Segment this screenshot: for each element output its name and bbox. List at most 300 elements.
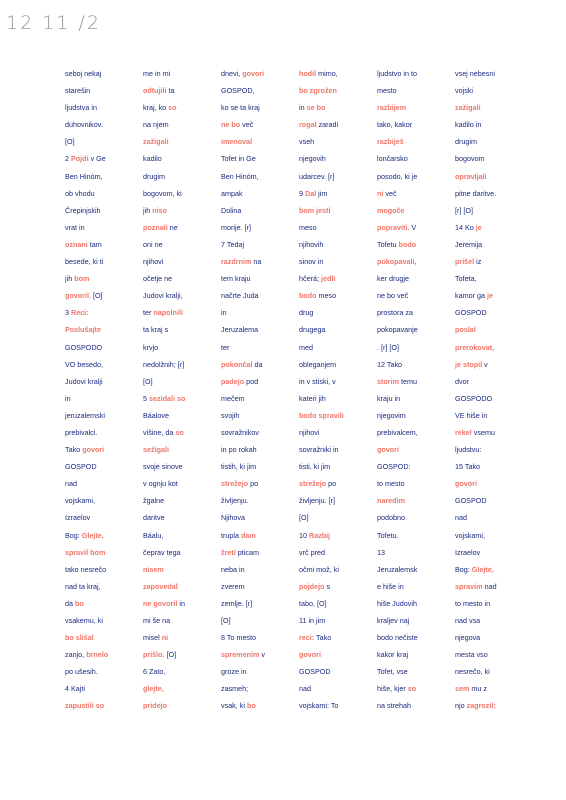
text-cell xyxy=(377,475,455,492)
text-segment: [r] [O] xyxy=(455,205,473,215)
text-cell xyxy=(299,663,377,680)
text-segment: Ben Hinóm, xyxy=(65,171,103,181)
highlighted-text: rogal xyxy=(299,120,317,130)
text-segment: Jeremija xyxy=(455,239,483,249)
highlighted-text: bom jesti xyxy=(299,205,331,215)
text-cell xyxy=(221,424,299,441)
text-cell xyxy=(299,133,377,150)
highlighted-text: strežejo xyxy=(221,479,249,489)
text-cell xyxy=(143,65,221,82)
highlighted-text: Pojdi xyxy=(71,154,89,164)
text-segment: e hiše in xyxy=(377,581,404,591)
highlighted-text: Glejte, xyxy=(81,530,104,540)
text-cell xyxy=(65,99,143,116)
text-cell xyxy=(455,561,533,578)
text-cell xyxy=(65,544,143,561)
text-segment: Tofet, vse xyxy=(377,667,408,677)
text-segment: tam xyxy=(87,239,102,249)
text-segment: drugega xyxy=(299,325,326,335)
handwritten-note: 12 11 /2 xyxy=(6,12,101,34)
text-segment: VE hiše in xyxy=(455,410,488,420)
text-segment: 3 xyxy=(65,308,71,318)
text-cell xyxy=(221,168,299,185)
highlighted-text: Glejte, xyxy=(471,564,494,574)
text-segment: GOSPOD xyxy=(299,667,331,677)
text-segment: Bog: xyxy=(65,530,82,540)
text-segment: [O] xyxy=(164,650,177,660)
text-cell xyxy=(65,270,143,287)
text-segment: Ben Hinóm, xyxy=(221,171,259,181)
text-segment: kraj, ko xyxy=(143,103,169,113)
text-cell xyxy=(143,390,221,407)
highlighted-text: so xyxy=(168,103,177,113)
text-cell xyxy=(377,339,455,356)
text-segment: GOSPOD xyxy=(455,308,487,318)
text-cell xyxy=(455,202,533,219)
text-cell xyxy=(143,475,221,492)
text-segment: Jeruzalemsk xyxy=(377,564,418,574)
text-cell xyxy=(65,168,143,185)
text-cell xyxy=(455,339,533,356)
text-cell xyxy=(455,99,533,116)
text-cell xyxy=(65,185,143,202)
text-cell xyxy=(299,424,377,441)
text-cell xyxy=(65,578,143,595)
highlighted-text: žreti xyxy=(221,547,236,557)
highlighted-text: pridejo xyxy=(143,701,167,711)
text-cell xyxy=(455,82,533,99)
text-segment: lončarsko xyxy=(377,154,408,164)
text-cell xyxy=(299,339,377,356)
text-segment: v xyxy=(259,650,265,660)
text-segment: mu z xyxy=(469,684,487,694)
text-cell xyxy=(65,441,143,458)
text-segment: besede, ki ti xyxy=(65,257,104,267)
text-cell xyxy=(455,492,533,509)
text-cell xyxy=(455,65,533,82)
text-segment: GOSPOD xyxy=(455,496,487,506)
text-segment: GOSPOD: xyxy=(377,462,411,472)
text-cell xyxy=(455,612,533,629)
text-cell xyxy=(299,219,377,236)
text-cell xyxy=(65,424,143,441)
highlighted-text: prišlo. xyxy=(143,650,165,660)
text-segment: žgalne xyxy=(143,496,165,506)
highlighted-text: hodil xyxy=(299,69,317,78)
highlighted-text: bo slišal xyxy=(65,633,94,643)
text-cell xyxy=(299,99,377,116)
highlighted-text: strežejo xyxy=(299,479,327,489)
text-segment: GOSPODO xyxy=(65,342,103,352)
highlighted-text: niso xyxy=(152,205,167,215)
highlighted-text: popraviti. xyxy=(377,222,410,232)
text-segment: njegovim xyxy=(377,410,406,420)
text-cell xyxy=(221,356,299,373)
text-segment: kadilo xyxy=(143,154,162,164)
text-cell xyxy=(299,441,377,458)
text-cell xyxy=(455,321,533,338)
highlighted-text: prerokovat, xyxy=(455,342,495,352)
text-cell xyxy=(221,527,299,544)
text-segment: 7 Tedaj xyxy=(221,239,245,249)
text-segment: mimo, xyxy=(316,69,338,78)
text-segment: vojskami, xyxy=(65,496,95,506)
highlighted-text: storim xyxy=(377,376,399,386)
text-cell xyxy=(299,304,377,321)
text-cell xyxy=(455,150,533,167)
text-cell xyxy=(65,629,143,646)
text-segment: GOSPOD, xyxy=(221,86,255,96)
text-cell xyxy=(221,99,299,116)
text-cell xyxy=(143,236,221,253)
text-segment: jih xyxy=(143,205,153,215)
highlighted-text: padejo xyxy=(221,376,245,386)
text-cell xyxy=(65,356,143,373)
text-segment: in po rokah xyxy=(221,445,257,455)
text-cell xyxy=(221,270,299,287)
text-cell xyxy=(65,458,143,475)
text-segment: nesrečo, ki xyxy=(455,667,490,677)
text-cell xyxy=(299,527,377,544)
text-cell xyxy=(221,458,299,475)
text-grid xyxy=(65,65,533,715)
text-segment: tako nesrečo xyxy=(65,564,107,574)
highlighted-text: govori xyxy=(82,445,105,455)
text-cell xyxy=(221,561,299,578)
text-cell xyxy=(299,458,377,475)
highlighted-text: nisem xyxy=(143,564,164,574)
text-cell xyxy=(143,270,221,287)
text-segment: 5 xyxy=(143,393,149,403)
text-cell xyxy=(143,441,221,458)
text-segment: kadilo in xyxy=(455,120,482,130)
highlighted-text: je xyxy=(486,291,493,301)
text-segment: Tako xyxy=(65,445,83,455)
highlighted-text: bo xyxy=(75,598,84,608)
text-cell xyxy=(143,253,221,270)
text-segment: pokopavanje xyxy=(377,325,418,335)
text-segment: prostora za xyxy=(377,308,413,318)
text-cell xyxy=(455,646,533,663)
text-segment: po xyxy=(326,479,337,489)
text-segment: ker drugje xyxy=(377,274,409,284)
text-cell xyxy=(455,236,533,253)
text-cell xyxy=(221,663,299,680)
text-segment: 9 xyxy=(299,188,305,198)
text-segment: mesto xyxy=(377,86,397,96)
highlighted-text: razbijem xyxy=(377,103,407,113)
text-segment: [O] xyxy=(65,137,75,147)
text-segment: 2 xyxy=(65,154,71,164)
text-cell xyxy=(455,219,533,236)
text-segment: prebivalcem, xyxy=(377,427,418,437)
highlighted-text: Reci: xyxy=(71,308,89,318)
text-cell xyxy=(455,629,533,646)
text-segment: misel xyxy=(143,633,162,643)
text-segment: neba in xyxy=(221,564,245,574)
text-cell xyxy=(143,544,221,561)
text-cell xyxy=(221,65,299,82)
text-cell xyxy=(377,441,455,458)
text-segment: ta xyxy=(166,86,175,96)
text-cell xyxy=(143,561,221,578)
highlighted-text: razbiješ xyxy=(377,137,404,147)
text-cell xyxy=(377,458,455,475)
text-cell xyxy=(299,202,377,219)
text-segment: V xyxy=(409,222,417,232)
text-segment: 8 To mesto xyxy=(221,633,257,643)
text-cell xyxy=(299,168,377,185)
text-cell xyxy=(65,475,143,492)
text-cell xyxy=(299,185,377,202)
text-cell xyxy=(377,612,455,629)
text-segment: čeprav tega xyxy=(143,547,181,557)
text-cell xyxy=(65,304,143,321)
text-cell xyxy=(455,304,533,321)
text-cell xyxy=(377,424,455,441)
text-segment: tistih, ki jim xyxy=(221,462,257,472)
text-segment: ob vhodu xyxy=(65,188,95,198)
text-cell xyxy=(143,185,221,202)
text-segment: ter xyxy=(221,342,230,352)
text-cell xyxy=(65,492,143,509)
text-cell xyxy=(299,578,377,595)
text-segment: ko se ta kraj xyxy=(221,103,260,113)
text-cell xyxy=(221,629,299,646)
text-segment: kakor kraj xyxy=(377,650,409,660)
text-segment: kraju in xyxy=(377,393,401,403)
text-segment: nad vsa xyxy=(455,616,481,625)
text-cell xyxy=(377,578,455,595)
text-segment: 12 Tako xyxy=(377,359,403,369)
text-segment: svojih xyxy=(221,410,240,420)
text-segment: nad xyxy=(299,684,311,694)
text-cell xyxy=(299,287,377,304)
text-cell xyxy=(299,595,377,612)
text-segment: bogovom, ki xyxy=(143,188,182,198)
text-cell xyxy=(455,680,533,697)
text-segment: hčerá; xyxy=(299,274,321,284)
text-segment: njihovi xyxy=(299,427,320,437)
highlighted-text: bom xyxy=(74,274,90,284)
text-cell xyxy=(299,612,377,629)
text-cell xyxy=(455,356,533,373)
text-segment: 4 Kajti xyxy=(65,684,85,694)
highlighted-text: pojdejo xyxy=(299,581,325,591)
text-cell xyxy=(65,287,143,304)
text-segment: krvjo xyxy=(143,342,159,352)
text-segment: groze in xyxy=(221,667,247,677)
text-segment: Tofetu. xyxy=(377,530,399,540)
text-cell xyxy=(299,544,377,561)
text-segment: [O] xyxy=(299,513,309,523)
text-segment: sovražnikov xyxy=(221,427,259,437)
text-segment: drugim xyxy=(455,137,477,147)
text-segment: Izraelov xyxy=(65,513,91,523)
text-cell xyxy=(221,492,299,509)
text-segment: tako, kakor xyxy=(377,120,413,130)
highlighted-text: imenoval xyxy=(221,137,253,147)
highlighted-text: sežigali xyxy=(143,445,169,455)
text-segment: Tofetu xyxy=(377,239,399,249)
highlighted-text: spravim xyxy=(455,581,483,591)
text-cell xyxy=(65,133,143,150)
text-cell xyxy=(143,458,221,475)
text-cell xyxy=(377,407,455,424)
highlighted-text: sezidali so xyxy=(149,393,186,403)
text-cell xyxy=(65,527,143,544)
text-segment: vsej nebesni xyxy=(455,69,495,78)
text-cell xyxy=(455,527,533,544)
text-segment: drugim xyxy=(143,171,165,181)
text-segment: njegova xyxy=(455,633,481,643)
text-cell xyxy=(143,646,221,663)
text-segment: ta kraj s xyxy=(143,325,169,335)
text-cell xyxy=(65,561,143,578)
text-cell xyxy=(455,270,533,287)
text-segment: sovražniki in xyxy=(299,445,339,455)
text-cell xyxy=(221,441,299,458)
text-cell xyxy=(65,202,143,219)
text-cell xyxy=(143,150,221,167)
text-segment: hiše Judovih xyxy=(377,598,417,608)
text-cell xyxy=(143,133,221,150)
text-segment: nedolžnih; [r] xyxy=(143,359,185,369)
text-segment: očmi mož, ki xyxy=(299,564,339,574)
text-segment: in v stiski, v xyxy=(299,376,336,386)
text-segment: svoje sinove xyxy=(143,462,183,472)
text-cell xyxy=(299,697,377,714)
text-cell xyxy=(221,202,299,219)
text-cell xyxy=(377,629,455,646)
text-segment: tisti, ki jim xyxy=(299,462,331,472)
text-cell xyxy=(455,509,533,526)
text-cell xyxy=(299,356,377,373)
highlighted-text: poslal xyxy=(455,325,476,335)
text-segment: ljudstvu: xyxy=(455,445,482,455)
text-cell xyxy=(299,509,377,526)
text-segment: mečem xyxy=(221,393,245,403)
text-cell xyxy=(65,339,143,356)
text-segment: meso xyxy=(299,222,317,232)
text-segment: morije. [r] xyxy=(221,222,251,232)
text-segment: 11 in jim xyxy=(299,616,326,625)
text-segment: vrč pred xyxy=(299,547,325,557)
text-segment: to mesto in xyxy=(455,598,491,608)
text-segment: Báalu, xyxy=(143,530,164,540)
highlighted-text: govori xyxy=(455,479,477,489)
text-segment: trupla xyxy=(221,530,241,540)
text-segment: temu xyxy=(398,376,417,386)
text-segment: kraljev naj xyxy=(377,616,410,625)
text-cell xyxy=(221,373,299,390)
text-cell xyxy=(299,680,377,697)
text-cell xyxy=(221,544,299,561)
text-cell xyxy=(377,150,455,167)
text-cell xyxy=(221,612,299,629)
text-cell xyxy=(377,168,455,185)
text-segment: duhovnikov. xyxy=(65,120,103,130)
highlighted-text: Dal xyxy=(305,188,317,198)
highlighted-text: bodo xyxy=(398,239,417,249)
highlighted-text: odtujili xyxy=(143,86,167,96)
text-cell xyxy=(455,287,533,304)
text-cell xyxy=(221,509,299,526)
text-cell xyxy=(143,356,221,373)
text-cell xyxy=(65,150,143,167)
text-cell xyxy=(455,578,533,595)
text-cell xyxy=(221,578,299,595)
text-cell xyxy=(65,595,143,612)
text-cell xyxy=(143,168,221,185)
text-segment: [O] xyxy=(143,376,153,386)
highlighted-text: bodo xyxy=(299,291,317,301)
text-segment: ljudstvo in to xyxy=(377,69,417,78)
text-cell xyxy=(221,646,299,663)
text-cell xyxy=(221,407,299,424)
text-segment: po xyxy=(248,479,259,489)
text-cell xyxy=(377,304,455,321)
text-cell xyxy=(65,373,143,390)
text-segment: meso xyxy=(316,291,337,301)
text-cell xyxy=(377,509,455,526)
text-segment: ne xyxy=(167,222,178,232)
text-segment: obleganjem xyxy=(299,359,337,369)
text-cell xyxy=(455,133,533,150)
text-segment: življenju. xyxy=(221,496,249,506)
highlighted-text: spravil bom xyxy=(65,547,106,557)
text-segment: vsemu xyxy=(471,427,495,437)
highlighted-text: zapustili so xyxy=(65,701,105,711)
text-segment: zaradi xyxy=(316,120,339,130)
text-cell xyxy=(221,150,299,167)
text-segment: GOSPOD xyxy=(65,462,97,472)
text-cell xyxy=(455,458,533,475)
text-cell xyxy=(221,304,299,321)
text-cell xyxy=(377,595,455,612)
text-segment: GOSPODO xyxy=(455,393,493,403)
text-cell xyxy=(221,339,299,356)
text-cell xyxy=(377,202,455,219)
text-cell xyxy=(65,65,143,82)
text-segment: 6 Zato, xyxy=(143,667,166,677)
text-cell xyxy=(221,253,299,270)
text-cell xyxy=(65,321,143,338)
text-cell xyxy=(455,544,533,561)
text-segment: udarcev. [r] xyxy=(299,171,335,181)
text-cell xyxy=(377,219,455,236)
text-segment: življenju. [r] xyxy=(299,496,335,506)
text-cell xyxy=(299,253,377,270)
text-segment: zasmeh; xyxy=(221,684,249,694)
text-cell xyxy=(455,168,533,185)
text-cell xyxy=(299,561,377,578)
text-cell xyxy=(299,390,377,407)
text-segment: pticam xyxy=(235,547,259,557)
text-segment: tem kraju xyxy=(221,274,251,284)
text-segment: v Ge xyxy=(88,154,106,164)
text-cell xyxy=(221,595,299,612)
text-segment: iz xyxy=(474,257,482,267)
text-segment: ter xyxy=(143,308,154,318)
text-cell xyxy=(65,236,143,253)
highlighted-text: napolnili xyxy=(153,308,183,318)
text-cell xyxy=(143,82,221,99)
text-cell xyxy=(143,697,221,714)
text-segment: Judovi kralji, xyxy=(143,291,183,301)
text-cell xyxy=(299,475,377,492)
text-segment: 10 xyxy=(299,530,309,540)
